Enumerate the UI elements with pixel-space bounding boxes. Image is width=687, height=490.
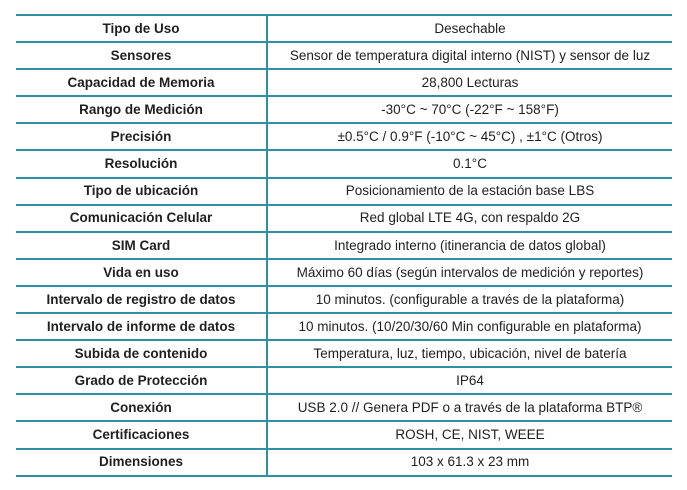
spec-label: Dimensiones [16, 449, 267, 476]
spec-row [16, 96, 672, 123]
spec-label: SIM Card [16, 232, 267, 259]
spec-label: Comunicación Celular [16, 205, 267, 232]
spec-value: 28,800 Lecturas [267, 69, 672, 96]
spec-value: 10 minutos. (configurable a través de la plataforma) [267, 286, 672, 313]
spec-value: Máximo 60 días (según intervalos de medición y reportes) [267, 259, 672, 286]
spec-value: 10 minutos. (10/20/30/60 Min configurable en plataforma) [267, 313, 672, 340]
spec-row [16, 205, 672, 232]
spec-row [16, 232, 672, 259]
spec-row [16, 178, 672, 205]
spec-label: Tipo de ubicación [16, 178, 267, 205]
spec-value: Sensor de temperatura digital interno (NIST) y sensor de luz [267, 42, 672, 69]
spec-label: Intervalo de informe de datos [16, 313, 267, 340]
spec-label: Intervalo de registro de datos [16, 286, 267, 313]
spec-value: USB 2.0 // Genera PDF o a través de la plataforma BTP® [267, 394, 672, 421]
spec-value: -30°C ~ 70°C (-22°F ~ 158°F) [267, 96, 672, 123]
spec-label: Vida en uso [16, 259, 267, 286]
spec-row [16, 313, 672, 340]
spec-value: Integrado interno (itinerancia de datos global) [267, 232, 672, 259]
spec-row [16, 150, 672, 177]
spec-label: Resolución [16, 150, 267, 177]
spec-label: Precisión [16, 123, 267, 150]
spec-row [16, 42, 672, 69]
spec-row [16, 15, 672, 42]
spec-row [16, 69, 672, 96]
spec-label: Subida de contenido [16, 340, 267, 367]
spec-label: Grado de Protección [16, 367, 267, 394]
spec-label: Rango de Medición [16, 96, 267, 123]
spec-value: Posicionamiento de la estación base LBS [267, 178, 672, 205]
spec-value: 0.1°C [267, 150, 672, 177]
spec-row [16, 367, 672, 394]
spec-row [16, 259, 672, 286]
spec-row [16, 421, 672, 448]
spec-label: Tipo de Uso [16, 15, 267, 42]
spec-value: ROSH, CE, NIST, WEEE [267, 421, 672, 448]
spec-value: ±0.5°C / 0.9°F (-10°C ~ 45°C) , ±1°C (Otros) [267, 123, 672, 150]
spec-value: Desechable [267, 15, 672, 42]
spec-row [16, 449, 672, 476]
spec-row [16, 123, 672, 150]
spec-label: Conexión [16, 394, 267, 421]
spec-table-body [16, 15, 672, 476]
spec-row [16, 340, 672, 367]
spec-label: Sensores [16, 42, 267, 69]
spec-row [16, 286, 672, 313]
spec-value: Red global LTE 4G, con respaldo 2G [267, 205, 672, 232]
spec-value: Temperatura, luz, tiempo, ubicación, nivel de batería [267, 340, 672, 367]
spec-row [16, 394, 672, 421]
spec-label: Certificaciones [16, 421, 267, 448]
spec-value: IP64 [267, 367, 672, 394]
spec-value: 103 x 61.3 x 23 mm [267, 449, 672, 476]
spec-label: Capacidad de Memoria [16, 69, 267, 96]
spec-table [16, 14, 672, 477]
